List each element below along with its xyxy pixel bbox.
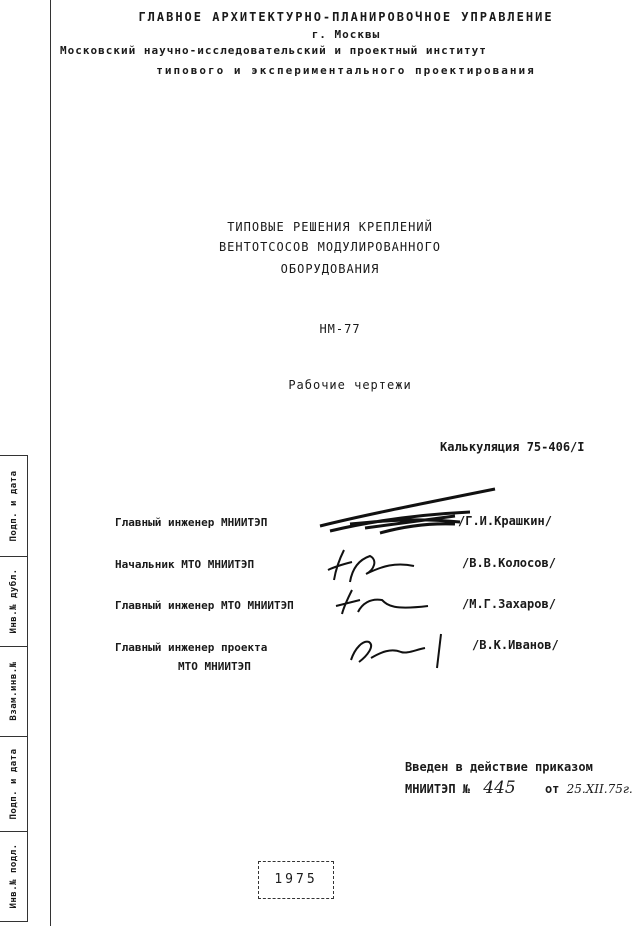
signature-position-1: Главный инженер МНИИТЭП bbox=[115, 516, 268, 529]
signature-name-2: /В.В.Колосов/ bbox=[462, 556, 556, 570]
title-line-2: ВЕНТОТСОСОВ МОДУЛИРОВАННОГО bbox=[218, 240, 442, 254]
header-line-3: Московский научно-исследовательский и проектный институт bbox=[60, 44, 487, 57]
header-line-4: типового и экспериментального проектирования bbox=[156, 64, 536, 77]
order-number: 445 bbox=[483, 778, 516, 798]
title-line-1: ТИПОВЫЕ РЕШЕНИЯ КРЕПЛЕНИЙ bbox=[227, 220, 433, 234]
signature-scribble-3 bbox=[332, 584, 432, 624]
signature-scribble-1 bbox=[310, 486, 500, 546]
order-date: 25.XII.75г. bbox=[566, 782, 633, 796]
calculation-number: Калькуляция 75-406/I bbox=[440, 440, 585, 454]
document-code: НМ-77 bbox=[319, 322, 361, 336]
side-stamp-table bbox=[0, 455, 28, 922]
side-stamp-cell-4: Инв.№ дубл. bbox=[0, 556, 27, 647]
header-line-1: ГЛАВНОЕ АРХИТЕКТУРНО-ПЛАНИРОВОЧНОЕ УПРАВЛЕНИЕ bbox=[138, 10, 554, 24]
signature-name-3: /М.Г.Захаров/ bbox=[462, 597, 556, 611]
side-stamp-cell-1: Инв.№ подл. bbox=[8, 843, 19, 909]
title-line-3: ОБОРУДОВАНИЯ bbox=[280, 262, 380, 276]
side-stamp-cell-5: Подп. и дата bbox=[0, 456, 27, 557]
document-subtitle: Рабочие чертежи bbox=[288, 378, 412, 392]
signature-position-4: Главный инженер проекта bbox=[115, 641, 268, 654]
year-box: 1975 bbox=[258, 861, 334, 899]
order-line-2 bbox=[405, 778, 633, 798]
signature-name-1: /Г.И.Крашкин/ bbox=[458, 514, 552, 528]
signature-position-2: Начальник МТО МНИИТЭП bbox=[115, 558, 255, 571]
order-date-prefix: от bbox=[544, 782, 560, 796]
signature-scribble-4 bbox=[345, 628, 455, 673]
order-prefix: МНИИТЭП № bbox=[405, 782, 471, 796]
signature-position-4-line-2: МТО МНИИТЭП bbox=[178, 660, 251, 673]
signature-position-3: Главный инженер МТО МНИИТЭП bbox=[115, 599, 294, 612]
signature-name-4: /В.К.Иванов/ bbox=[472, 638, 559, 652]
side-stamp-cell-2: Подп. и дата bbox=[0, 736, 27, 832]
side-stamp-cell-3: Взам.инв.№ bbox=[0, 646, 27, 737]
binding-margin-line bbox=[50, 0, 51, 926]
signature-scribble-2 bbox=[322, 540, 422, 590]
header-line-2: г. Москвы bbox=[311, 28, 381, 41]
order-text: Введен в действие приказом bbox=[405, 760, 593, 774]
